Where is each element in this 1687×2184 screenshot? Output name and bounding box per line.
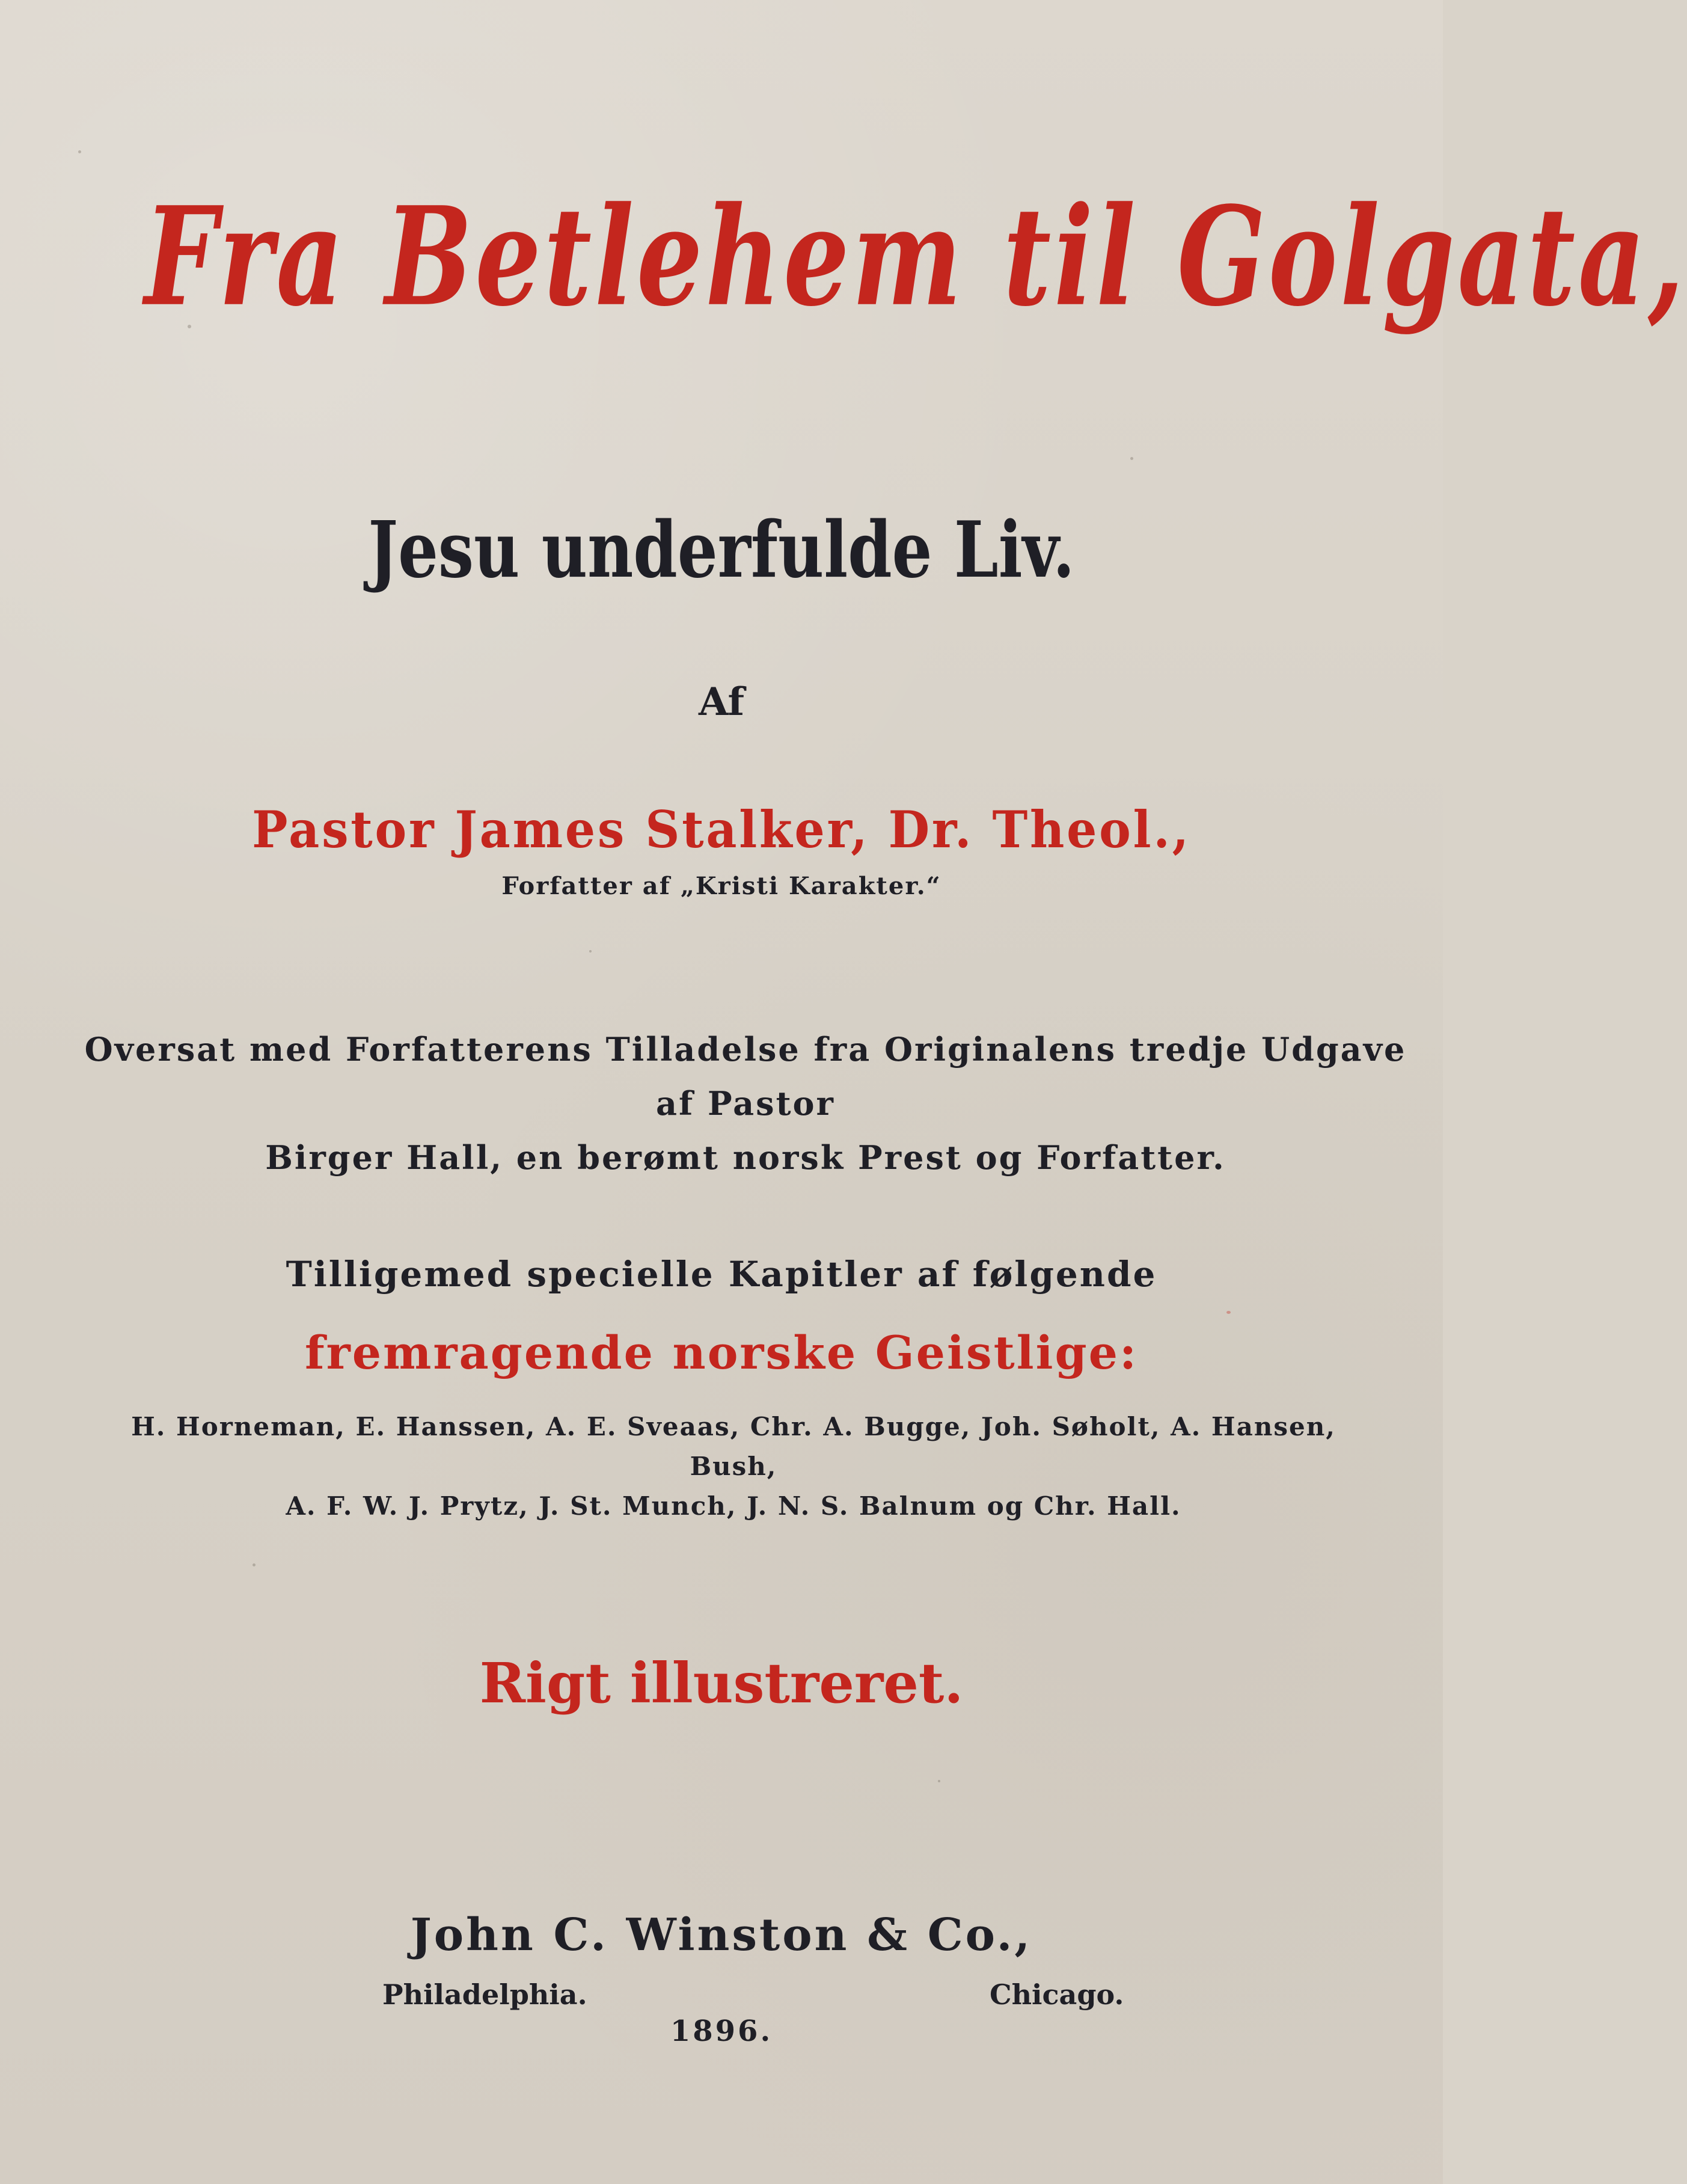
translation-note — [60, 1022, 1431, 1185]
by-line: Af — [698, 679, 745, 725]
paper-fleck — [253, 1563, 256, 1566]
paper-fleck — [589, 950, 592, 952]
paper-fleck — [938, 1780, 940, 1782]
clergy-names — [120, 1407, 1347, 1526]
paper-fleck — [1226, 1311, 1231, 1314]
publisher-city-chicago: Chicago. — [990, 1978, 1124, 2011]
translation-line: Oversat med Forfatterens Tilladelse fra Originalens tredje Udgave af Pastor — [84, 1030, 1407, 1123]
publication-year: 1896. — [670, 2014, 773, 2048]
paper-fleck — [78, 150, 81, 153]
clergy-heading: fremragende norske Geistlige: — [304, 1326, 1139, 1379]
translation-line: Birger Hall, en berømt norsk Prest og Forfatter. — [265, 1138, 1226, 1177]
author-name: Pastor James Stalker, Dr. Theol., — [252, 800, 1191, 859]
publisher-city-philadelphia: Philadelphia. — [382, 1978, 587, 2011]
clergy-names-line: A. F. W. J. Prytz, J. St. Munch, J. N. S. Balnum og Chr. Hall. — [286, 1491, 1181, 1521]
book-subtitle: Jesu underfulde Liv. — [368, 505, 1075, 595]
publisher-name: John C. Winston & Co., — [410, 1909, 1033, 1961]
clergy-names-line: H. Horneman, E. Hanssen, A. E. Sveaas, Chr. A. Bugge, Joh. Søholt, A. Hansen, Bush, — [131, 1412, 1336, 1481]
special-chapters-note: Tilligemed specielle Kapitler af følgende — [286, 1254, 1157, 1295]
paper-fleck — [1130, 457, 1133, 460]
illustrated-note: Rigt illustreret. — [479, 1651, 964, 1716]
author-note: Forfatter af „Kristi Karakter.“ — [501, 872, 941, 900]
book-title: Fra Betlehem til Golgata, — [144, 176, 1687, 337]
